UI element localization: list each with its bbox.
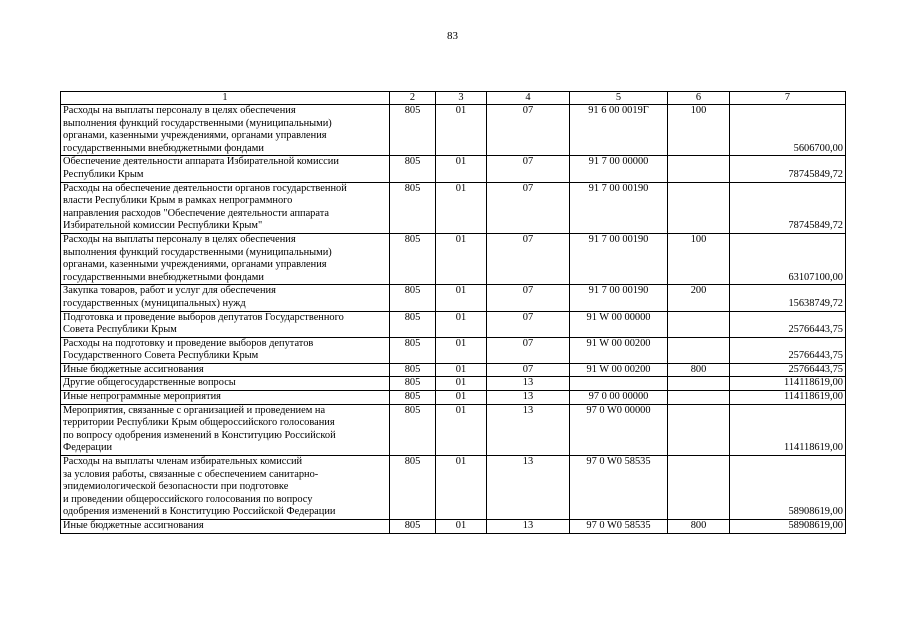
cell-expense-type: 100 [668,233,730,284]
cell-expense-type [668,391,730,405]
cell-section: 01 [436,105,487,156]
cell-amount: 5606700,00 [730,105,846,156]
cell-expense-type [668,404,730,455]
cell-subsection: 13 [487,456,570,520]
cell-subsection: 07 [487,156,570,182]
cell-section: 01 [436,182,487,233]
table-row [61,105,846,156]
cell-description: Расходы на выплаты персоналу в целях обеспечения выполнения функций государственными (муниципальными) органами, казенными учреждениями, органами управления государственными внебюджетными фондами [61,233,390,284]
table-row [61,311,846,337]
cell-ministry-code: 805 [390,156,436,182]
cell-target-article: 91 W 00 00200 [570,363,668,377]
cell-expense-type [668,377,730,391]
cell-description: Подготовка и проведение выборов депутатов Государственного Совета Республики Крым [61,311,390,337]
cell-subsection: 13 [487,404,570,455]
cell-ministry-code: 805 [390,285,436,311]
cell-target-article [570,377,668,391]
cell-amount: 25766443,75 [730,363,846,377]
cell-section: 01 [436,520,487,534]
cell-amount: 114118619,00 [730,377,846,391]
cell-amount: 25766443,75 [730,337,846,363]
cell-target-article: 91 7 00 00190 [570,233,668,284]
cell-expense-type [668,311,730,337]
cell-target-article: 91 W 00 00000 [570,311,668,337]
cell-section: 01 [436,311,487,337]
column-header-5: 5 [570,92,668,105]
table-row [61,404,846,455]
cell-subsection: 07 [487,233,570,284]
cell-description: Иные бюджетные ассигнования [61,363,390,377]
column-header-4: 4 [487,92,570,105]
cell-subsection: 07 [487,105,570,156]
column-header-7: 7 [730,92,846,105]
cell-subsection: 07 [487,311,570,337]
cell-ministry-code: 805 [390,105,436,156]
cell-ministry-code: 805 [390,363,436,377]
table-row [61,377,846,391]
cell-description: Иные бюджетные ассигнования [61,520,390,534]
cell-section: 01 [436,404,487,455]
cell-amount: 78745849,72 [730,182,846,233]
table-header-row [61,92,846,105]
cell-ministry-code: 805 [390,377,436,391]
cell-amount: 114118619,00 [730,391,846,405]
cell-amount: 25766443,75 [730,311,846,337]
cell-ministry-code: 805 [390,404,436,455]
cell-ministry-code: 805 [390,233,436,284]
cell-target-article: 91 7 00 00000 [570,156,668,182]
cell-amount: 58908619,00 [730,520,846,534]
cell-expense-type: 800 [668,520,730,534]
cell-amount: 114118619,00 [730,404,846,455]
cell-expense-type [668,182,730,233]
cell-description: Расходы на обеспечение деятельности органов государственной власти Республики Крым в рамках непрограммного направления расходов "Обеспечение деятельности аппарата Избирательной комиссии Республики Крым" [61,182,390,233]
cell-description: Расходы на подготовку и проведение выборов депутатов Государственного Совета Республики Крым [61,337,390,363]
cell-amount: 58908619,00 [730,456,846,520]
cell-section: 01 [436,363,487,377]
cell-section: 01 [436,337,487,363]
cell-expense-type: 200 [668,285,730,311]
cell-target-article: 97 0 W0 58535 [570,456,668,520]
cell-section: 01 [436,156,487,182]
cell-section: 01 [436,377,487,391]
cell-description: Расходы на выплаты членам избирательных комиссий за условия работы, связанные с обеспечением санитарно- эпидемиологической безопасности при подготовке и проведении общероссийского голосования по вопросу одобрения изменений в Конституцию Российской Федерации [61,456,390,520]
cell-amount: 78745849,72 [730,156,846,182]
cell-description: Обеспечение деятельности аппарата Избирательной комиссии Республики Крым [61,156,390,182]
column-header-3: 3 [436,92,487,105]
table-row [61,337,846,363]
cell-subsection: 07 [487,337,570,363]
cell-subsection: 13 [487,377,570,391]
budget-table [60,91,846,534]
column-header-2: 2 [390,92,436,105]
cell-section: 01 [436,456,487,520]
table-row [61,285,846,311]
cell-ministry-code: 805 [390,391,436,405]
cell-section: 01 [436,233,487,284]
cell-expense-type: 100 [668,105,730,156]
table-row [61,391,846,405]
cell-description: Закупка товаров, работ и услуг для обеспечения государственных (муниципальных) нужд [61,285,390,311]
table-row [61,456,846,520]
cell-target-article: 91 6 00 0019Г [570,105,668,156]
cell-description: Иные непрограммные мероприятия [61,391,390,405]
cell-target-article: 97 0 W0 00000 [570,404,668,455]
cell-description: Расходы на выплаты персоналу в целях обеспечения выполнения функций государственными (муниципальными) органами, казенными учреждениями, органами управления государственными внебюджетными фондами [61,105,390,156]
cell-amount: 15638749,72 [730,285,846,311]
cell-target-article: 97 0 00 00000 [570,391,668,405]
cell-description: Другие общегосударственные вопросы [61,377,390,391]
cell-subsection: 07 [487,363,570,377]
cell-ministry-code: 805 [390,456,436,520]
cell-amount: 63107100,00 [730,233,846,284]
cell-expense-type [668,337,730,363]
cell-ministry-code: 805 [390,182,436,233]
cell-subsection: 13 [487,391,570,405]
column-header-1: 1 [61,92,390,105]
cell-section: 01 [436,285,487,311]
cell-section: 01 [436,391,487,405]
cell-target-article: 91 7 00 00190 [570,182,668,233]
cell-expense-type [668,156,730,182]
cell-target-article: 91 W 00 00200 [570,337,668,363]
cell-expense-type [668,456,730,520]
cell-ministry-code: 805 [390,520,436,534]
cell-expense-type: 800 [668,363,730,377]
cell-target-article: 97 0 W0 58535 [570,520,668,534]
cell-target-article: 91 7 00 00190 [570,285,668,311]
cell-subsection: 13 [487,520,570,534]
cell-subsection: 07 [487,285,570,311]
table-row [61,233,846,284]
table-row [61,520,846,534]
table-row [61,363,846,377]
table-row [61,182,846,233]
cell-subsection: 07 [487,182,570,233]
table-row [61,156,846,182]
cell-ministry-code: 805 [390,337,436,363]
cell-ministry-code: 805 [390,311,436,337]
cell-description: Мероприятия, связанные с организацией и проведением на территории Республики Крым общероссийского голосования по вопросу одобрения изменений в Конституцию Российской Федерации [61,404,390,455]
page-number: 83 [447,30,458,42]
column-header-6: 6 [668,92,730,105]
